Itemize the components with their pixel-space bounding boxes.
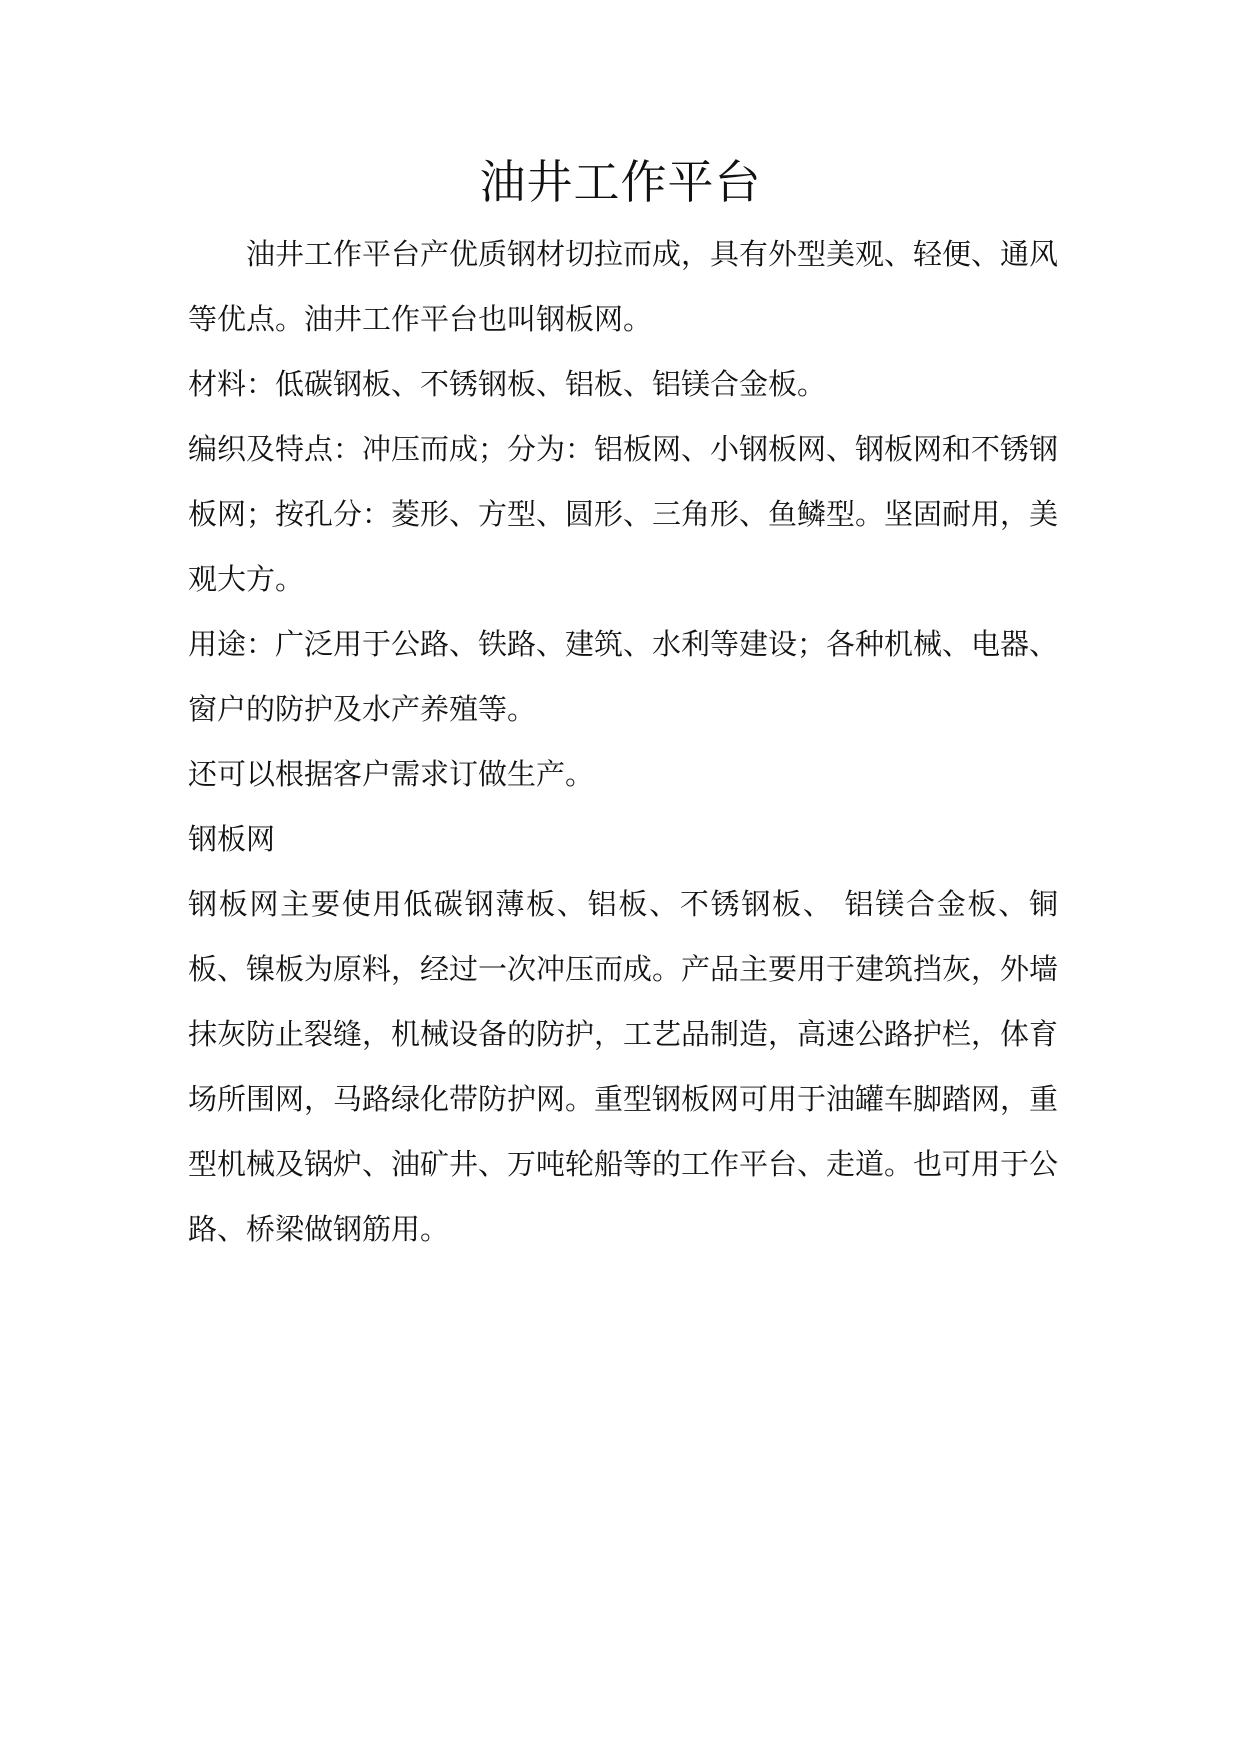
materials-paragraph: 材料：低碳钢板、不锈钢板、铝板、铝镁合金板。 — [188, 367, 827, 401]
document-title: 油井工作平台 — [479, 155, 762, 209]
document-body — [188, 222, 1058, 1262]
usage-paragraph: 用途：广泛用于公路、铁路、建筑、水利等建设；各种机械、电器、窗户的防护及水产养殖等。 — [188, 627, 1059, 726]
custom-order-paragraph: 还可以根据客户需求订做生产。 — [188, 757, 595, 791]
section-heading: 钢板网 — [188, 822, 276, 856]
features-paragraph: 编织及特点：冲压而成；分为：铝板网、小钢板网、钢板网和不锈钢板网；按孔分：菱形、方型、圆形、三角形、鱼鳞型。坚固耐用，美观大方。 — [188, 432, 1059, 596]
intro-paragraph: 油井工作平台产优质钢材切拉而成，具有外型美观、轻便、通风等优点。油井工作平台也叫钢板网。 — [188, 237, 1059, 336]
steel-mesh-paragraph: 钢板网主要使用低碳钢薄板、铝板、不锈钢板、 铝镁合金板、铜板、镍板为原料，经过一次冲压而成。产品主要用于建筑挡灰，外墙抹灰防止裂缝，机械设备的防护，工艺品制造，高速公路护栏，体育场所围网，马路绿化带防护网。重型钢板网可用于油罐车脚踏网，重型机械及锅炉、油矿井、万吨轮船等的工作平台、走道。也可用于公路、桥梁做钢筋用。 — [188, 887, 1059, 1246]
